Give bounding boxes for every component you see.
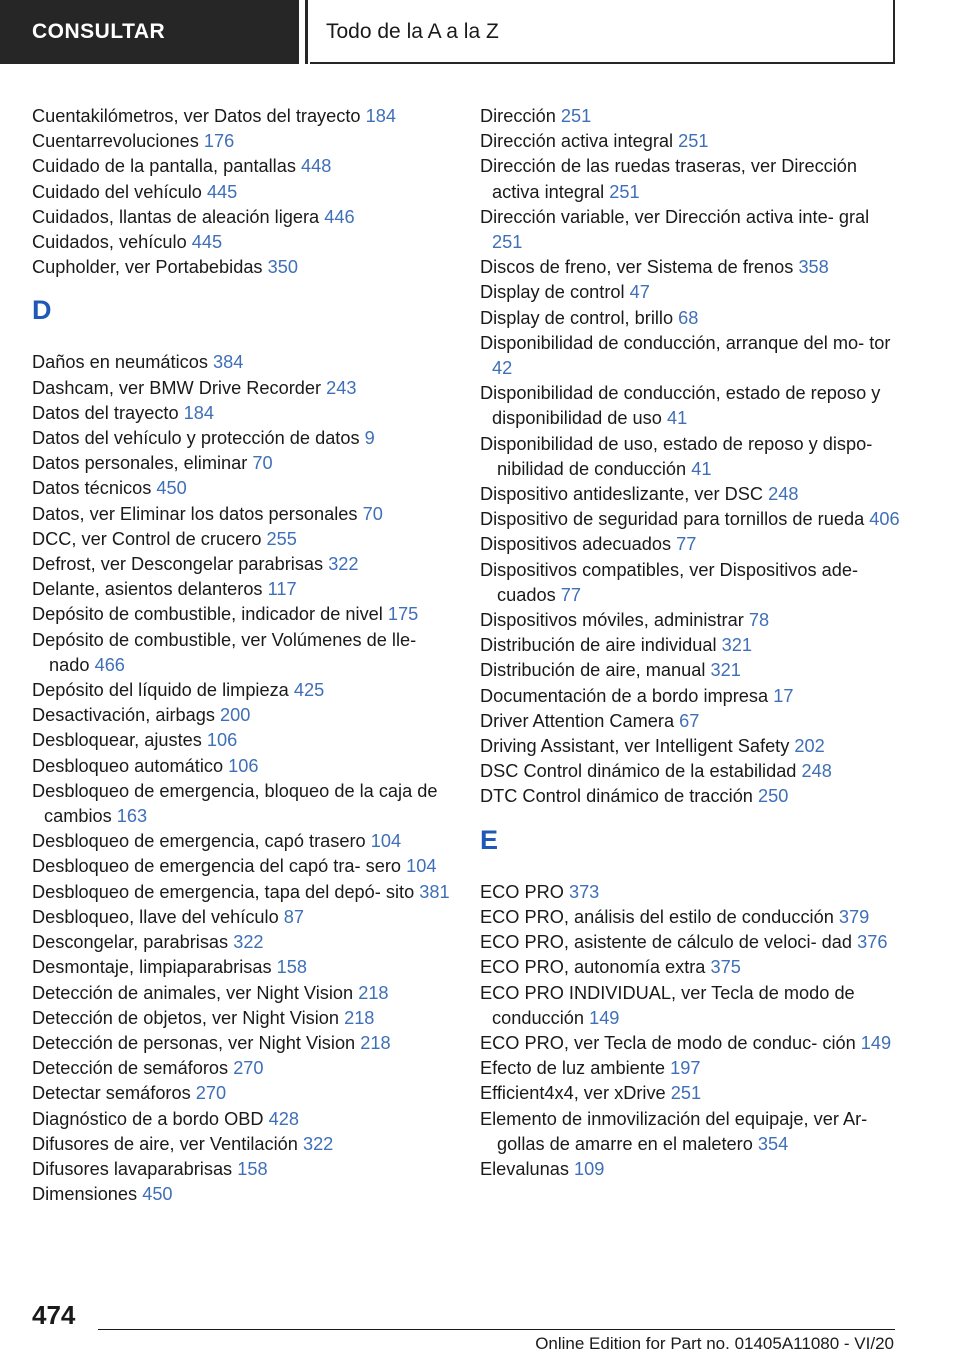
header-separator <box>305 0 308 64</box>
page-reference-link[interactable]: 202 <box>794 736 825 757</box>
index-entry <box>480 154 900 204</box>
page-reference-link[interactable]: 321 <box>721 635 752 656</box>
index-entry <box>32 1081 452 1106</box>
page-reference-link[interactable]: 41 <box>691 458 712 479</box>
index-entry-text: Detección de objetos, ver Night Vision <box>32 1007 340 1028</box>
page-reference-link[interactable]: 270 <box>195 1083 227 1104</box>
index-entry <box>480 558 900 608</box>
page-reference-link[interactable]: 358 <box>798 257 829 278</box>
index-entry-text: Desactivación, airbags <box>32 705 215 726</box>
page-reference-link[interactable]: 350 <box>267 257 298 278</box>
index-entry-text: Efficient4x4, ver xDrive <box>480 1083 666 1104</box>
index-entry <box>32 829 452 854</box>
page-reference-link[interactable]: 375 <box>710 957 741 978</box>
page-reference-link[interactable]: 77 <box>560 584 581 605</box>
index-entry-text: Daños en neumáticos <box>32 352 208 373</box>
index-entry <box>32 728 452 753</box>
index-entry <box>32 255 452 280</box>
index-entry <box>480 1157 900 1182</box>
index-entry-text: DTC Control dinámico de tracción <box>480 786 753 807</box>
index-entry <box>32 104 452 129</box>
page-reference-link[interactable]: 158 <box>276 957 307 978</box>
index-letter-heading: D <box>32 295 52 326</box>
page-reference-link[interactable]: 248 <box>801 761 832 782</box>
page-reference-link[interactable]: 354 <box>757 1133 789 1154</box>
index-entry-text: Documentación de a bordo impresa <box>480 685 769 706</box>
page-reference-link[interactable]: 446 <box>324 206 355 227</box>
index-entry-text: Cupholder, ver Portabebidas <box>32 257 263 278</box>
index-entry <box>32 905 452 930</box>
index-entry-text: Desbloqueo de emergencia, tapa del depó- sito <box>32 881 415 902</box>
page-reference-link[interactable]: 117 <box>267 579 297 600</box>
index-entry <box>32 230 452 255</box>
index-entry <box>32 205 452 230</box>
index-entry-text: Delante, asientos delanteros <box>32 579 263 600</box>
index-entry-text: Datos técnicos <box>32 478 152 499</box>
index-entry-text: Desbloqueo automático <box>32 755 224 776</box>
page-reference-link[interactable]: 106 <box>206 730 238 751</box>
index-entry <box>32 779 452 829</box>
index-entry <box>32 552 452 577</box>
index-entry-text: Cuidado del vehículo <box>32 181 202 202</box>
index-entry-text: Dirección activa integral <box>480 131 674 152</box>
index-entry <box>480 930 900 955</box>
index-entry-text: Efecto de luz ambiente <box>480 1058 666 1079</box>
index-entry-text: Diagnóstico de a bordo OBD <box>32 1108 264 1129</box>
index-entry-text: Dispositivo antideslizante, ver DSC <box>480 484 764 505</box>
index-entry <box>32 527 452 552</box>
page-reference-link[interactable]: 450 <box>142 1184 173 1205</box>
index-entry-text: Dispositivo de seguridad para tornillos de rueda <box>480 509 865 530</box>
index-entry <box>32 880 452 905</box>
index-entry-text: Display de control <box>480 282 625 303</box>
edition-note: Online Edition for Part no. 01405A11080 - VI/20 <box>535 1334 894 1353</box>
index-entry <box>480 633 900 658</box>
index-entry <box>480 784 900 809</box>
index-entry <box>32 376 452 401</box>
page-reference-link[interactable]: 322 <box>233 932 264 953</box>
page-reference-link[interactable]: 70 <box>362 503 383 524</box>
page-reference-link[interactable]: 47 <box>629 282 650 303</box>
index-entry <box>32 1107 452 1132</box>
index-letter-heading: E <box>480 824 499 855</box>
chapter-title: Todo de la A a la Z <box>310 0 895 64</box>
page-reference-link[interactable]: 379 <box>838 906 870 927</box>
index-entry <box>480 532 900 557</box>
index-entry-text: Dirección de las ruedas traseras, ver Dirección activa integral <box>480 156 858 202</box>
page-reference-link[interactable]: 149 <box>860 1032 892 1053</box>
page-reference-link[interactable]: 77 <box>676 534 697 555</box>
page-reference-link[interactable]: 70 <box>252 453 273 474</box>
index-entry <box>480 1031 900 1056</box>
index-entry <box>32 678 452 703</box>
page-reference-link[interactable]: 270 <box>233 1058 264 1079</box>
index-entry-text: Datos del trayecto <box>32 402 179 423</box>
index-entry <box>480 1081 900 1106</box>
index-entry-text: Cuentakilómetros, ver Datos del trayecto <box>32 106 361 126</box>
index-entry-text: Depósito de combustible, ver Volúmenes de lle- nado <box>32 629 417 675</box>
index-entry-text: Dirección variable, ver Dirección activa inte- gral <box>480 206 870 227</box>
index-entry <box>32 1006 452 1031</box>
page-reference-link[interactable]: 104 <box>370 831 402 852</box>
index-entry <box>32 129 452 154</box>
index-entry-text: ECO PRO <box>480 881 564 902</box>
index-entry <box>480 129 900 154</box>
index-entry <box>32 154 452 179</box>
index-entry-text: Detección de personas, ver Night Vision <box>32 1032 356 1053</box>
index-entry <box>32 602 452 627</box>
index-entry <box>32 401 452 426</box>
index-entry <box>480 255 900 280</box>
index-entry-text: Dirección <box>480 106 556 126</box>
page-header <box>0 0 960 66</box>
index-entry <box>32 1031 452 1056</box>
page-reference-link[interactable]: 68 <box>678 307 699 328</box>
index-entry <box>480 432 900 482</box>
page-reference-link[interactable]: 42 <box>492 358 513 379</box>
index-entry-text: Desbloqueo de emergencia, bloqueo de la caja de cambios <box>32 780 438 827</box>
index-entry-text: Driver Attention Camera <box>480 710 675 731</box>
index-entry <box>480 205 900 255</box>
index-entry <box>32 1056 452 1081</box>
index-entry <box>480 955 900 980</box>
index-entry-text: Detección de animales, ver Night Vision <box>32 982 354 1003</box>
index-entry <box>480 709 900 734</box>
section-tab[interactable]: CONSULTAR <box>0 0 299 64</box>
page-reference-link[interactable]: 321 <box>710 660 741 681</box>
index-entry-text: Depósito del líquido de limpieza <box>32 680 289 701</box>
page-reference-link[interactable]: 322 <box>302 1133 334 1154</box>
index-entry <box>32 930 452 955</box>
index-entry <box>32 1132 452 1157</box>
index-entry-text: Cuidados, llantas de aleación ligera <box>32 206 320 227</box>
index-entry-text: Descongelar, parabrisas <box>32 932 229 953</box>
index-entry-text: DSC Control dinámico de la estabilidad <box>480 761 797 782</box>
index-entry-text: Desbloqueo, llave del vehículo <box>32 906 279 927</box>
page-reference-link[interactable]: 218 <box>344 1007 375 1028</box>
page-reference-link[interactable]: 197 <box>670 1058 701 1079</box>
index-entry-text: Discos de freno, ver Sistema de frenos <box>480 257 794 278</box>
index-entry-text: Cuidados, vehículo <box>32 232 187 253</box>
index-entry-text: ECO PRO INDIVIDUAL, ver Tecla de modo de conducción <box>480 982 855 1028</box>
page-number: 474 <box>32 1300 76 1330</box>
page-reference-link[interactable]: 445 <box>191 232 223 253</box>
index-entry-text: Difusores lavaparabrisas <box>32 1158 233 1179</box>
page-reference-link[interactable]: 184 <box>183 402 215 423</box>
index-entry-text: Dimensiones <box>32 1184 138 1205</box>
index-entry <box>480 658 900 683</box>
index-entry <box>480 981 900 1031</box>
index-entry <box>480 684 900 709</box>
page-reference-link[interactable]: 445 <box>206 181 238 202</box>
page-reference-link[interactable]: 184 <box>365 106 396 126</box>
index-entry-text: Dispositivos móviles, administrar <box>480 610 744 631</box>
index-entry <box>32 1182 452 1207</box>
page-reference-link[interactable]: 67 <box>679 710 700 731</box>
index-entry-text: Distribución de aire, manual <box>480 660 706 681</box>
page-reference-link[interactable]: 251 <box>609 181 640 202</box>
index-entry-text: Disponibilidad de conducción, estado de reposo y disponibilidad de uso <box>480 383 881 429</box>
page-reference-link[interactable]: 176 <box>203 131 235 152</box>
index-entry <box>32 426 452 451</box>
index-entry <box>32 451 452 476</box>
index-column-right <box>480 104 900 1182</box>
index-entry-text: Datos, ver Eliminar los datos personales <box>32 503 358 524</box>
index-entry <box>32 1157 452 1182</box>
index-entry <box>480 905 900 930</box>
index-entry <box>32 703 452 728</box>
index-entry <box>480 1107 900 1157</box>
index-entry-text: Dashcam, ver BMW Drive Recorder <box>32 377 322 398</box>
index-entry-text: ECO PRO, análisis del estilo de conducción <box>480 906 834 927</box>
index-entry <box>32 854 452 879</box>
index-entry-text: Desbloqueo de emergencia del capó tra- sero <box>32 856 402 877</box>
index-entry <box>32 628 452 678</box>
page-reference-link[interactable]: 149 <box>589 1007 620 1028</box>
index-entry <box>480 759 900 784</box>
index-entry <box>32 476 452 501</box>
page-reference-link[interactable]: 243 <box>326 377 357 398</box>
index-entry <box>32 350 452 375</box>
index-entry <box>480 507 900 532</box>
index-entry <box>32 754 452 779</box>
page-reference-link[interactable]: 109 <box>574 1158 605 1179</box>
index-entry <box>480 280 900 305</box>
page-reference-link[interactable]: 448 <box>300 156 332 177</box>
index-entry <box>480 608 900 633</box>
index-entry-text: Cuentarrevoluciones <box>32 131 199 152</box>
page-reference-link[interactable]: 381 <box>419 881 450 902</box>
page-reference-link[interactable]: 78 <box>748 610 770 631</box>
page-reference-link[interactable]: 218 <box>360 1032 391 1053</box>
index-entry <box>480 104 900 129</box>
index-entry-text: Dispositivos compatibles, ver Dispositivos ade- cuados <box>480 559 859 605</box>
index-entry <box>32 577 452 602</box>
index-entry-text: ECO PRO, asistente de cálculo de veloci- dad <box>480 932 853 953</box>
page-reference-link[interactable]: 41 <box>666 408 688 429</box>
index-entry-text: Desmontaje, limpiaparabrisas <box>32 957 272 978</box>
page-reference-link[interactable]: 200 <box>220 705 251 726</box>
page-reference-link[interactable]: 373 <box>568 881 600 902</box>
page-reference-link[interactable]: 425 <box>293 680 325 701</box>
page-reference-link[interactable]: 406 <box>869 509 900 530</box>
index-entry <box>480 381 900 431</box>
index-entry <box>32 955 452 980</box>
page-reference-link[interactable]: 450 <box>156 478 187 499</box>
index-entry <box>32 981 452 1006</box>
page-reference-link[interactable]: 248 <box>768 484 799 505</box>
index-entry-text: Disponibilidad de conducción, arranque del mo- tor <box>480 332 891 353</box>
index-entry-text: Display de control, brillo <box>480 307 674 328</box>
page-reference-link[interactable]: 251 <box>670 1083 702 1104</box>
page-reference-link[interactable]: 250 <box>757 786 789 807</box>
page-reference-link[interactable]: 428 <box>268 1108 299 1129</box>
page-reference-link[interactable]: 158 <box>237 1158 268 1179</box>
index-entry-text: Difusores de aire, ver Ventilación <box>32 1133 298 1154</box>
page-reference-link[interactable]: 163 <box>116 806 148 827</box>
index-entry-text: Desbloqueo de emergencia, capó trasero <box>32 831 366 852</box>
index-entry <box>480 331 900 381</box>
index-entry-text: Distribución de aire individual <box>480 635 717 656</box>
page-reference-link[interactable]: 175 <box>387 604 419 625</box>
page-reference-link[interactable]: 87 <box>283 906 305 927</box>
index-column-left <box>32 104 452 1207</box>
index-entry-text: DCC, ver Control de crucero <box>32 528 262 549</box>
page-reference-link[interactable]: 251 <box>678 131 709 152</box>
page-reference-link[interactable]: 384 <box>212 352 244 373</box>
page-reference-link[interactable]: 9 <box>364 428 375 449</box>
page-reference-link[interactable]: 251 <box>560 106 592 126</box>
index-entry <box>480 482 900 507</box>
index-entry-text: Dispositivos adecuados <box>480 534 672 555</box>
page-reference-link[interactable]: 218 <box>358 982 389 1003</box>
page-reference-link[interactable]: 466 <box>94 654 125 675</box>
page-reference-link[interactable]: 104 <box>406 856 437 877</box>
index-entry-text: Disponibilidad de uso, estado de reposo y dispo- nibilidad de conducción <box>480 433 873 479</box>
index-entry-text: Driving Assistant, ver Intelligent Safety <box>480 736 790 757</box>
index-entry-text: Datos del vehículo y protección de datos <box>32 428 360 449</box>
page-reference-link[interactable]: 255 <box>266 528 297 549</box>
index-entry-text: ECO PRO, autonomía extra <box>480 957 706 978</box>
footer-divider <box>98 1329 895 1330</box>
index-entry-text: Cuidado de la pantalla, pantallas <box>32 156 296 177</box>
page-reference-link[interactable]: 106 <box>228 755 259 776</box>
index-entry <box>32 180 452 205</box>
index-entry-text: Detectar semáforos <box>32 1083 191 1104</box>
index-entry <box>32 502 452 527</box>
page-reference-link[interactable]: 251 <box>492 232 523 253</box>
index-entry-text: Elemento de inmovilización del equipaje, ver Ar- gollas de amarre en el maletero <box>480 1108 868 1154</box>
index-entry-text: Desbloquear, ajustes <box>32 730 202 751</box>
index-entry <box>480 734 900 759</box>
index-entry <box>480 880 900 905</box>
page-reference-link[interactable]: 376 <box>857 932 888 953</box>
index-entry-text: Detección de semáforos <box>32 1058 229 1079</box>
index-entry <box>480 1056 900 1081</box>
index-entry-text: Depósito de combustible, indicador de nivel <box>32 604 383 625</box>
index-entry-text: ECO PRO, ver Tecla de modo de conduc- ción <box>480 1032 856 1053</box>
page-reference-link[interactable]: 322 <box>328 554 359 575</box>
index-entry-text: Defrost, ver Descongelar parabrisas <box>32 554 324 575</box>
page-reference-link[interactable]: 17 <box>773 685 794 706</box>
index-entry-text: Elevalunas <box>480 1158 569 1179</box>
index-entry-text: Datos personales, eliminar <box>32 453 248 474</box>
index-entry <box>480 306 900 331</box>
